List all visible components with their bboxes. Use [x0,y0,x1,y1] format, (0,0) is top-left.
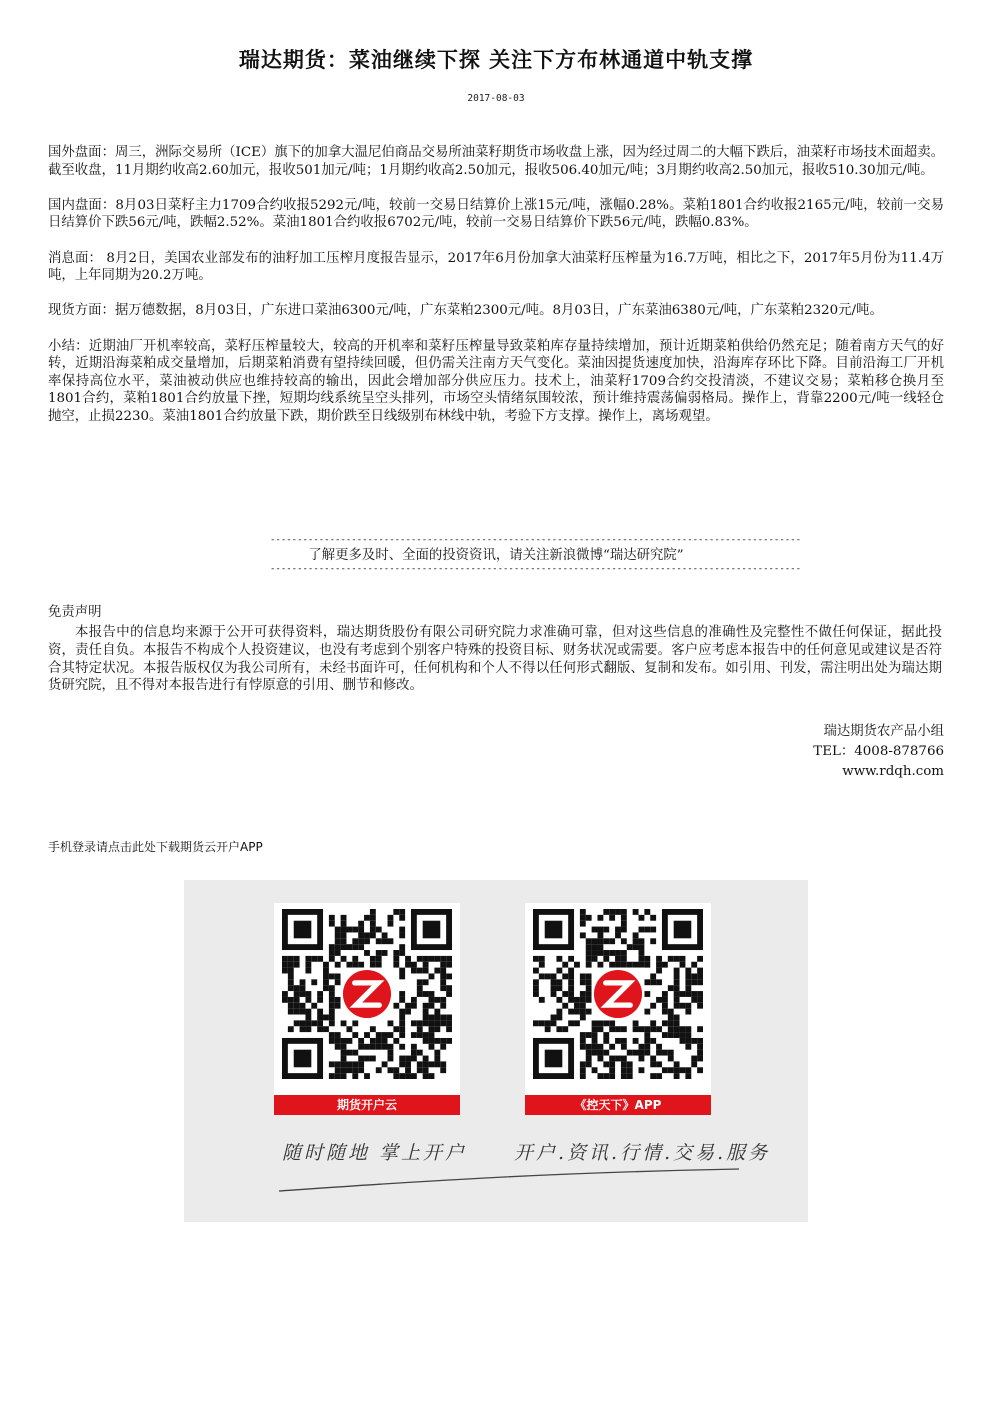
weibo-notice [270,535,802,576]
notice-divider-top: -------------------------------------------------------------------------------------------------- [270,535,802,545]
paragraph-news: 消息面： 8月2日，美国农业部发布的油籽加工压榨月度报告显示，2017年6月份加拿大油菜籽压榨量为16.7万吨，相比之下，2017年5月份为11.4万吨，上年同期为20.2万吨。 [48,250,944,284]
contact-group: 瑞达期货农产品小组 [823,724,944,739]
qr-code-icon [533,909,703,1079]
paragraph-summary: 小结：近期油厂开机率较高，菜籽压榨量较大，较高的开机率和菜籽压榨量导致菜粕库存量持续增加，预计近期菜粕供给仍然充足；随着南方天气的好转，近期沿海菜粕成交量增加，后期菜粕消费有望持续回暖，但仍需关注南方天气变化。菜油因提货速度加快，沿海库存环比下降。目前沿海工厂开机率保持高位水平，菜油被动供应也维持较高的输出，因此会增加部分供应压力。技术上，油菜籽1709合约交投清淡，不建议交易；菜粕移仓换月至1801合约，菜粕1801合约放量下挫，短期均线系统呈空头排列，市场空头情绪氛围较浓，预计维持震荡偏弱格局。操作上，背靠2200元/吨一线轻仓抛空，止损2230。菜油1801合约放量下跌，期价跌至日线级别布林线中轨，考验下方支撑。操作上，离场观望。 [48,338,944,424]
slogan-right: 开户.资讯.行情.交易.服务 [514,1142,771,1164]
handwritten-swoosh [274,1165,744,1195]
qr-code-banner [184,880,808,1222]
disclaimer-heading: 免责声明 [48,605,102,620]
disclaimer-body: 本报告中的信息均来源于公开可获得资料，瑞达期货股份有限公司研究院力求准确可靠，但对这些信息的准确性及完整性不做任何保证，据此投资，责任自负。本报告不构成个人投资建议，也没有考虑到个别客户特殊的投资目标、财务状况或需要。客户应考虑本报告中的任何意见或建议是否符合其特定状况。本报告版权仅为我公司所有，未经书面许可，任何机构和个人不得以任何形式翻版、复制和发布。如引用、刊发，需注明出处为瑞达期货研究院，且不得对本报告进行有悖原意的引用、删节和修改。 [48,625,942,694]
report-body [48,144,944,443]
slogan-left: 随时随地 掌上开户 [282,1142,468,1164]
paragraph-overseas-market: 国外盘面：周三，洲际交易所（ICE）旗下的加拿大温尼伯商品交易所油菜籽期货市场收盘上涨，因为经过周二的大幅下跌后，油菜籽市场技术面超卖。截至收盘，11月期约收高2.60加元，报收501加元/吨；1月期约收高2.50加元，报收506.40加元/吨；3月期约收高2.50加元，报收510.30加元/吨。 [48,145,944,178]
contact-tel: TEL：4008-878766 [813,744,944,759]
notice-text: 了解更多及时、全面的投资资讯，请关注新浪微博“瑞达研究院” [308,548,684,563]
app-download-link[interactable]: 手机登录请点击此处下载期货云开户APP [48,840,263,854]
qr-label-left: 期货开户云 [274,1095,460,1115]
notice-divider-bottom: -------------------------------------------------------------------------------------------------- [270,564,802,574]
contact-block [813,722,944,782]
contact-website[interactable]: www.rdqh.com [842,764,944,779]
qr-card-kongtianxia-app[interactable] [525,903,711,1115]
report-title: 瑞达期货：菜油继续下探 关注下方布林通道中轨支撑 [238,48,754,72]
paragraph-spot: 现货方面：据万德数据，8月03日，广东进口菜油6300元/吨，广东菜粕2300元/吨。8月03日，广东菜油6380元/吨，广东菜粕2320元/吨。 [48,303,883,319]
paragraph-domestic-market: 国内盘面：8月03日菜籽主力1709合约收报5292元/吨，较前一交易日结算价上涨15元/吨，涨幅0.28%。菜粕1801合约收报2165元/吨，较前一交易日结算价下跌56元/吨，跌幅2.52%。菜油1801合约收报6702元/吨，较前一交易日结算价下跌56元/吨，跌幅0.83%。 [48,197,944,231]
qr-card-futures-account-cloud[interactable] [274,903,460,1115]
qr-label-right: 《控天下》APP [525,1095,711,1115]
qr-code-icon [282,909,452,1079]
report-date: 2017-08-03 [467,93,525,104]
